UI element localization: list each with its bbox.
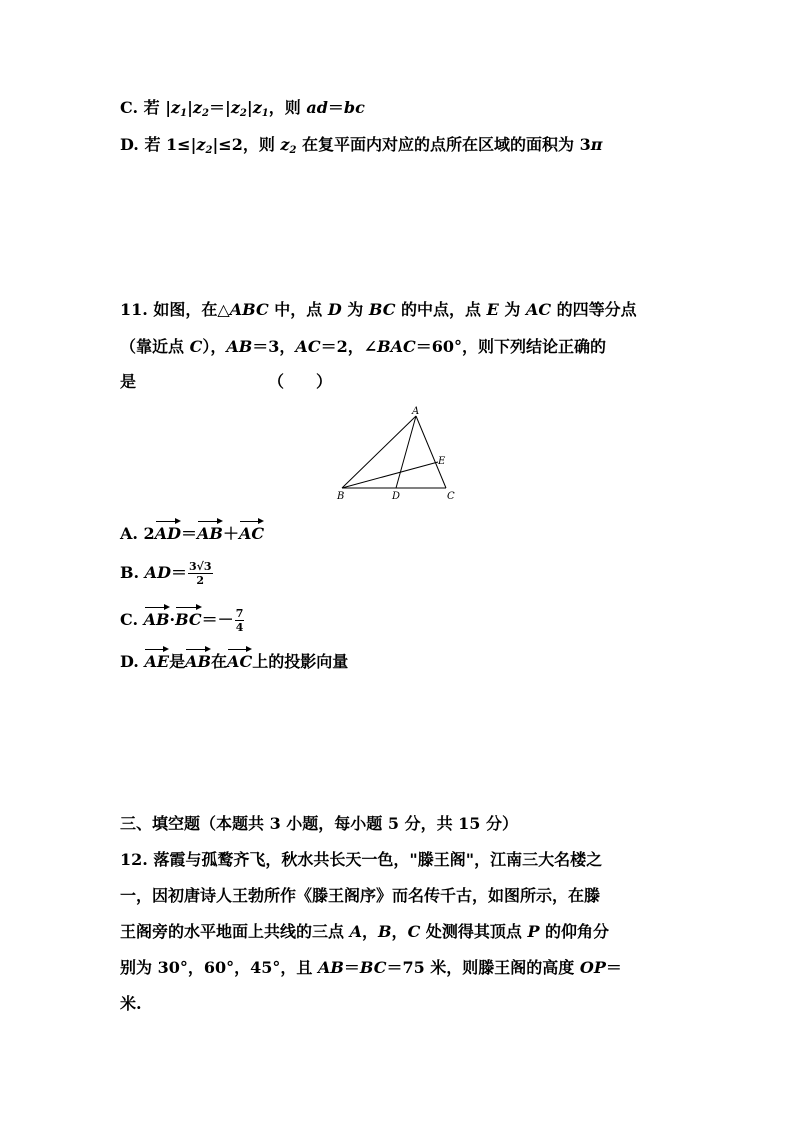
label-d: D — [392, 491, 401, 502]
label-e: E — [438, 456, 446, 467]
segment-ad — [396, 416, 416, 488]
q11-option-c: C. AB·BC＝－ $\frac{7}{4}$ — [120, 604, 245, 634]
q11-option-d: D. AE是AB在AC上的投影向量 — [120, 646, 348, 674]
q12-line-2: 一，因初唐诗人王勃所作《滕王阁序》而名传千古，如图所示，在滕 — [120, 886, 601, 905]
segment-ac — [416, 416, 446, 488]
label-c: C — [447, 491, 455, 502]
segment-ab — [342, 416, 416, 488]
label-b: B — [337, 491, 345, 502]
triangle-figure — [334, 402, 464, 506]
q11-stem-line-3: 是 — [120, 372, 137, 391]
q12-line-4: 别为 30°，60°，45°，且 AB＝BC＝75 米，则滕王阁的高度 OP＝ — [120, 958, 622, 977]
q11-stem-line-1: 11. 如图，在△ABC 中，点 D 为 BC 的中点，点 E 为 AC 的四等分点 — [120, 300, 637, 319]
q12-line-3: 王阁旁的水平地面上共线的三点 A，B，C 处测得其顶点 P 的仰角分 — [120, 922, 610, 941]
fraction: $\frac{3√3}{2}$ — [188, 560, 212, 587]
section-heading: 三、填空题（本题共 3 小题，每小题 5 分，共 15 分） — [120, 814, 518, 833]
q11-option-b: B. AD＝ $\frac{3√3}{2}$ — [120, 560, 212, 587]
q12-line-1: 12. 落霞与孤鹜齐飞，秋水共长天一色，"滕王阁"，江南三大名楼之 — [120, 850, 603, 869]
q10-option-d: D. 若 $1\le|z_2|\le 2$，则 $z_2$ 在复平面内对应的点所在区域的面积为 3π — [120, 135, 603, 156]
q11-option-a: A. 2AD＝AB＋AC — [120, 518, 264, 546]
q12-line-5: 米. — [120, 994, 142, 1013]
q11-stem-line-2: （靠近点 C），AB＝3，AC＝2，∠BAC＝60°，则下列结论正确的 — [120, 337, 607, 356]
segment-be — [342, 462, 438, 488]
fraction: $\frac{7}{4}$ — [235, 607, 244, 634]
label-a: A — [412, 406, 420, 417]
answer-bracket: （ ） — [268, 372, 333, 391]
q10-option-c: C. 若 $|z_1|z_2=|z_2|z_1$，则 ad＝bc — [120, 98, 365, 119]
